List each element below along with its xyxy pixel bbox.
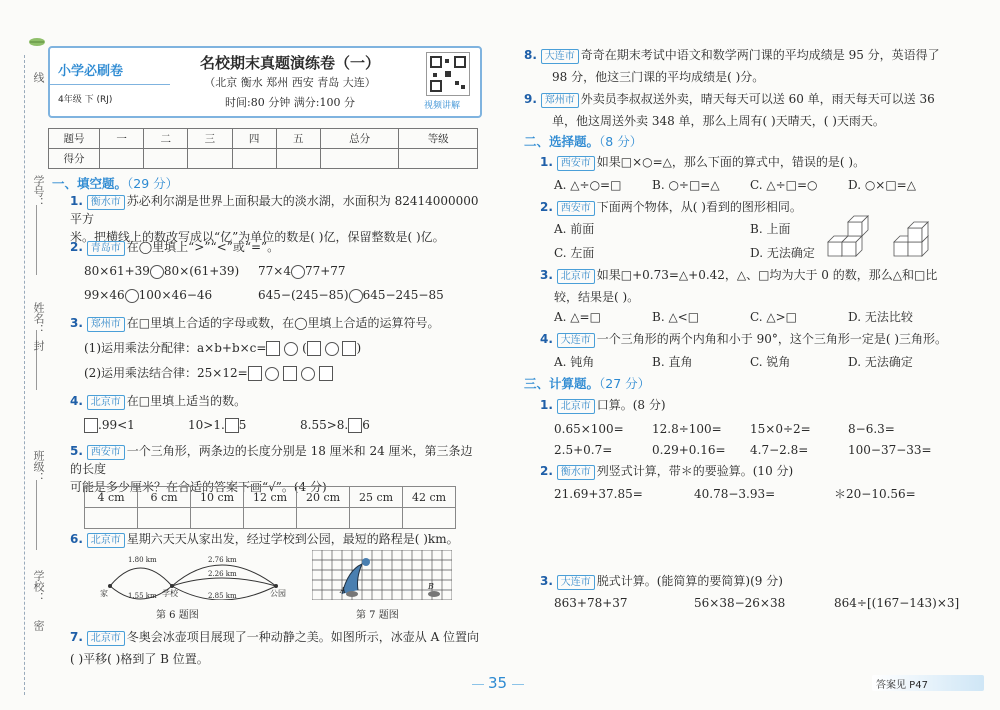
q4-item-b xyxy=(188,416,246,434)
expression: (1)运用乘法分配律：a×b+b×c= xyxy=(84,341,267,355)
figure-6-route-diagram xyxy=(90,550,300,620)
question-number: 1. xyxy=(70,194,83,208)
answer-ref-banner xyxy=(872,675,984,691)
q2-expr-b xyxy=(258,262,346,280)
question-number: 2. xyxy=(70,240,83,254)
q2-expr-c xyxy=(84,286,212,304)
option-b[interactable]: B. △<□ xyxy=(652,310,700,324)
question-text: 在□里填上适当的数。 xyxy=(126,394,247,408)
option-c[interactable]: C. 锐角 xyxy=(750,355,791,369)
compare-circle[interactable] xyxy=(125,289,139,303)
question-text: 冬奥会冰壶项目展现了一种动静之美。如图所示，冰壶从 A 位置向 xyxy=(126,630,480,644)
point-b-label: B xyxy=(428,582,434,591)
question-text: 苏必利尔湖是世界上面积最大的淡水湖，水面积为 82414000000 平方 xyxy=(70,194,479,226)
length-option: 12 cm xyxy=(244,487,297,508)
answer-circle[interactable] xyxy=(284,342,298,356)
sidebar-mi: 密 xyxy=(32,620,45,631)
question-text: 外卖员李叔叔送外卖，晴天每天可以送 60 单，雨天每天可以送 36 xyxy=(580,92,935,106)
score-header-cell: 总分 xyxy=(320,129,399,149)
exam-cities: （北京 衡水 郑州 西安 青岛 大连） xyxy=(204,76,376,89)
q3-part-2 xyxy=(84,364,333,382)
question-text: 单，他这周送外卖 348 单，那么上周有( )天晴天，( )天雨天。 xyxy=(552,114,885,128)
grade-label: 4年级 下 (RJ) xyxy=(58,95,113,105)
figure-7-caption: 第 7 题图 xyxy=(356,610,399,621)
exam-header xyxy=(48,46,482,118)
check-cell[interactable] xyxy=(403,508,456,529)
score-header-cell: 等级 xyxy=(399,129,478,149)
question-text: ( )平移( )格到了 B 位置。 xyxy=(70,652,209,666)
score-header-cell: 三 xyxy=(188,129,232,149)
expression: 77×4 xyxy=(258,264,291,278)
score-cell[interactable] xyxy=(399,149,478,169)
calc-1 xyxy=(540,396,960,414)
city-tag: 青岛市 xyxy=(87,241,125,256)
stepwise-calc-item: 863+78+37 xyxy=(554,596,628,610)
score-table-row-header xyxy=(49,129,478,149)
question-number: 2. xyxy=(540,464,553,478)
expression: (2)运用乘法结合律：25×12= xyxy=(84,366,248,380)
section-1-score: （29 分） xyxy=(127,176,179,191)
exam-time: 时间:80 分钟 满分:100 分 xyxy=(225,96,355,109)
check-cell[interactable] xyxy=(85,508,138,529)
choice-3 xyxy=(540,264,960,308)
score-label-cell: 得分 xyxy=(49,149,100,169)
question-number: 6. xyxy=(70,532,83,546)
place-home: 家 xyxy=(100,589,108,598)
sidebar-name: 姓名： xyxy=(32,302,45,335)
figure-7-curling-grid xyxy=(312,550,472,620)
option-d[interactable]: D. 无法确定 xyxy=(750,246,815,260)
question-text: 可能是多少厘米？在合适的答案下画“√”。(4 分) xyxy=(70,480,327,494)
student-id-line xyxy=(36,205,37,275)
option-b[interactable]: B. 上面 xyxy=(750,222,791,236)
distance-label: 2.76 km xyxy=(208,556,237,564)
city-tag: 大连市 xyxy=(557,333,595,348)
check-cell[interactable] xyxy=(138,508,191,529)
qr-label: 视频讲解 xyxy=(424,101,461,111)
check-cell[interactable] xyxy=(350,508,403,529)
question-number: 3. xyxy=(70,316,83,330)
score-cell[interactable] xyxy=(232,149,276,169)
expression: 10>1. xyxy=(188,418,225,432)
sidebar-class: 班级： xyxy=(32,450,45,483)
qr-code-icon[interactable] xyxy=(426,52,470,96)
mental-calc-item: 4.7−2.8= xyxy=(750,443,809,457)
score-header-cell: 题号 xyxy=(49,129,100,149)
distance-label: 2.85 km xyxy=(208,592,237,600)
option-d[interactable]: D. ○×□=△ xyxy=(848,178,916,192)
q2-expr-d xyxy=(258,286,444,304)
city-tag: 北京市 xyxy=(557,399,595,414)
expression: 80×61+39 xyxy=(84,264,150,278)
compare-circle[interactable] xyxy=(150,265,164,279)
answer-box[interactable] xyxy=(248,366,262,381)
section-2-score: （8 分） xyxy=(599,134,643,149)
mental-calc-item: 8−6.3= xyxy=(848,422,895,436)
place-school: 学校 xyxy=(162,589,178,598)
expression: 99×46 xyxy=(84,288,125,302)
question-text: 奇奇在期末考试中语文和数学两门课的平均成绩是 95 分，英语得了 xyxy=(580,48,940,62)
page-deco-right xyxy=(512,684,524,685)
choice-1 xyxy=(540,153,960,171)
question-number: 5. xyxy=(70,444,83,458)
mental-calc-item: 2.5+0.7= xyxy=(554,443,613,457)
expression: 100×46−46 xyxy=(138,288,213,302)
sidebar-school: 学校： xyxy=(32,570,45,603)
choice-2-options-row1 xyxy=(554,220,848,238)
question-9 xyxy=(524,88,954,132)
place-park: 公园 xyxy=(270,589,286,598)
length-option: 4 cm xyxy=(85,487,138,508)
option-c[interactable]: C. △÷□=○ xyxy=(750,178,818,192)
option-b[interactable]: B. 直角 xyxy=(652,355,693,369)
question-number: 4. xyxy=(540,332,553,346)
distance-label: 1.80 km xyxy=(128,556,157,564)
q4-item-c xyxy=(300,416,370,434)
answer-box[interactable] xyxy=(283,366,297,381)
mental-calc-item: 0.65×100= xyxy=(554,422,624,436)
score-table-row-score xyxy=(49,149,478,169)
mental-calc-item: 12.8÷100= xyxy=(652,422,722,436)
calc-1-row1 xyxy=(554,420,946,438)
choice-3-options xyxy=(554,308,946,326)
question-text: 米。把横线上的数改写成以“亿”为单位的数是( )亿，保留整数是( )亿。 xyxy=(70,230,445,244)
score-header-cell: 五 xyxy=(276,129,320,149)
length-option: 25 cm xyxy=(350,487,403,508)
stepwise-calc-item: 56×38−26×38 xyxy=(694,596,786,610)
calc-2 xyxy=(540,462,960,480)
answer-ref-text: 答案见 P47 xyxy=(876,680,928,691)
score-header-cell: 一 xyxy=(100,129,144,149)
expression: 645−245−85 xyxy=(362,288,444,302)
answer-box[interactable] xyxy=(348,418,362,433)
question-number: 8. xyxy=(524,48,537,62)
section-2-title xyxy=(524,132,642,150)
expression: 6 xyxy=(362,418,370,432)
answer-circle[interactable] xyxy=(325,342,339,356)
question-text: 在◯里填上“>”“<”或“=”。 xyxy=(126,240,280,254)
answer-circle[interactable] xyxy=(301,367,315,381)
option-a[interactable]: A. △÷○=□ xyxy=(554,178,622,192)
option-d[interactable]: D. 无法确定 xyxy=(848,355,913,369)
question-text: 如果□×○=△，那么下面的算式中，错误的是( )。 xyxy=(596,155,866,169)
option-a[interactable]: A. 钝角 xyxy=(554,355,595,369)
option-c[interactable]: C. △>□ xyxy=(750,310,798,324)
question-number: 3. xyxy=(540,574,553,588)
compare-circle[interactable] xyxy=(349,289,363,303)
question-text: 一个三角形的两个内角和小于 90°，这个三角形一定是( )三角形。 xyxy=(596,332,948,346)
question-text: 一个三角形，两条边的长度分别是 18 厘米和 24 厘米，第三条边的长度 xyxy=(70,444,473,476)
calc-1-row2 xyxy=(554,441,946,459)
city-tag: 西安市 xyxy=(557,156,595,171)
section-1-label: 一、填空题。 xyxy=(52,176,128,191)
section-3-score: （27 分） xyxy=(599,376,651,391)
question-number: 7. xyxy=(70,630,83,644)
binding-dashed-line xyxy=(24,55,25,695)
expression: 80×(61+39) xyxy=(163,264,240,278)
section-3-label: 三、计算题。 xyxy=(524,376,600,391)
name-line xyxy=(36,330,37,390)
check-cell[interactable] xyxy=(191,508,244,529)
question-text: 98 分，他这三门课的平均成绩是( )分。 xyxy=(552,70,765,84)
score-cell[interactable] xyxy=(320,149,399,169)
score-header-cell: 四 xyxy=(232,129,276,149)
calc-3-items xyxy=(554,594,964,612)
answer-box[interactable] xyxy=(307,341,321,356)
option-a[interactable]: A. △=□ xyxy=(554,310,601,324)
question-number: 4. xyxy=(70,394,83,408)
choice-4-options xyxy=(554,353,946,371)
sidebar-student-id: 学号： xyxy=(32,175,45,208)
city-tag: 北京市 xyxy=(87,395,125,410)
distance-label: 2.26 km xyxy=(208,570,237,578)
answer-box[interactable] xyxy=(342,341,356,356)
figure-6-caption: 第 6 题图 xyxy=(156,610,199,621)
answer-box[interactable] xyxy=(84,418,98,433)
question-text: 在□里填上合适的字母或数，在◯里填上合适的运算符号。 xyxy=(126,316,440,330)
point-a-label: A xyxy=(340,586,346,595)
score-cell[interactable] xyxy=(188,149,232,169)
question-number: 1. xyxy=(540,398,553,412)
question-3 xyxy=(70,314,480,332)
question-text: 如果□+0.73=△+0.42，△、□均为大于 0 的数，那么△和□比 xyxy=(596,268,938,282)
mental-calc-item: 15×0÷2= xyxy=(750,422,811,436)
expression: 77+77 xyxy=(304,264,346,278)
score-header-cell: 二 xyxy=(144,129,188,149)
question-number: 1. xyxy=(540,155,553,169)
city-tag: 郑州市 xyxy=(87,317,125,332)
vertical-calc-item: ＊20−10.56= xyxy=(834,487,916,501)
stepwise-calc-item: 864÷[(167−143)×3] xyxy=(834,596,960,610)
city-tag: 大连市 xyxy=(541,49,579,64)
calc-3 xyxy=(540,572,960,590)
question-4 xyxy=(70,392,480,410)
city-tag: 北京市 xyxy=(87,631,125,646)
expression: 8.55>8. xyxy=(300,418,349,432)
score-cell[interactable] xyxy=(100,149,144,169)
cube-figures xyxy=(824,214,952,262)
length-option: 42 cm xyxy=(403,487,456,508)
choice-1-options xyxy=(554,176,946,194)
question-number: 9. xyxy=(524,92,537,106)
choice-2-options-row2 xyxy=(554,244,848,262)
check-cell[interactable] xyxy=(297,508,350,529)
question-text: 列竖式计算，带＊的要验算。(10 分) xyxy=(596,464,794,478)
city-tag: 衡水市 xyxy=(557,465,595,480)
section-2-label: 二、选择题。 xyxy=(524,134,600,149)
exam-title: 名校期末真题演练卷（一） xyxy=(199,54,380,72)
city-tag: 北京市 xyxy=(87,533,125,548)
option-c[interactable]: C. 左面 xyxy=(554,246,595,260)
city-tag: 衡水市 xyxy=(87,195,125,210)
q3-part-1: (1)运用乘法分配律：a×b+b×c= ( ) xyxy=(84,341,362,355)
answer-box[interactable] xyxy=(225,418,239,433)
answer-circle[interactable] xyxy=(265,367,279,381)
question-2 xyxy=(70,238,480,256)
length-options-table xyxy=(84,486,456,529)
expression: .99<1 xyxy=(98,418,135,432)
sidebar-xian: 线 xyxy=(32,72,45,83)
sidebar-feng: 封 xyxy=(32,340,45,351)
length-option: 6 cm xyxy=(138,487,191,508)
city-tag: 西安市 xyxy=(557,201,595,216)
question-8 xyxy=(524,44,954,88)
question-text: 脱式计算。(能简算的要简算)(9 分) xyxy=(596,574,783,588)
question-number: 3. xyxy=(540,268,553,282)
answer-box[interactable] xyxy=(266,341,280,356)
brand-divider xyxy=(50,84,170,85)
city-tag: 大连市 xyxy=(557,575,595,590)
choice-4 xyxy=(540,330,960,348)
mental-calc-item: 100−37−33= xyxy=(848,443,932,457)
page-number: 35 xyxy=(488,674,508,692)
page-deco-left xyxy=(472,684,484,685)
check-cell[interactable] xyxy=(244,508,297,529)
question-7 xyxy=(70,626,480,670)
distance-label: 1.55 km xyxy=(128,592,157,600)
question-6 xyxy=(70,530,480,548)
question-text: 下面两个物体，从( )看到的图形相同。 xyxy=(596,200,802,214)
expression: 645−(245−85) xyxy=(258,288,349,302)
question-text: 较，结果是( )。 xyxy=(554,290,640,304)
score-cell[interactable] xyxy=(144,149,188,169)
question-text: 星期六天天从家出发，经过学校到公园，最短的路程是( )km。 xyxy=(126,532,459,546)
option-d[interactable]: D. 无法比较 xyxy=(848,310,913,324)
leaf-decoration-icon xyxy=(28,34,46,48)
city-tag: 郑州市 xyxy=(541,93,579,108)
vertical-calc-item: 21.69+37.85= xyxy=(554,487,643,501)
option-b[interactable]: B. ○÷□=△ xyxy=(652,178,720,192)
option-a[interactable]: A. 前面 xyxy=(554,222,595,236)
question-text: 口算。(8 分) xyxy=(596,398,666,412)
q4-item-a xyxy=(84,416,135,434)
section-1-title xyxy=(52,174,178,192)
section-3-title xyxy=(524,374,650,392)
length-option: 10 cm xyxy=(191,487,244,508)
brand-label: 小学必刷卷 xyxy=(58,64,124,79)
length-option: 20 cm xyxy=(297,487,350,508)
score-table xyxy=(48,128,478,169)
mental-calc-item: 0.29+0.16= xyxy=(652,443,726,457)
city-tag: 西安市 xyxy=(87,445,125,460)
class-line xyxy=(36,480,37,550)
answer-box[interactable] xyxy=(319,366,333,381)
city-tag: 北京市 xyxy=(557,269,595,284)
compare-circle[interactable] xyxy=(291,265,305,279)
vertical-calc-item: 40.78−3.93= xyxy=(694,487,776,501)
question-number: 2. xyxy=(540,200,553,214)
q2-expr-a xyxy=(84,262,239,280)
score-cell[interactable] xyxy=(276,149,320,169)
calc-2-items xyxy=(554,485,944,503)
expression: 5 xyxy=(238,418,247,432)
